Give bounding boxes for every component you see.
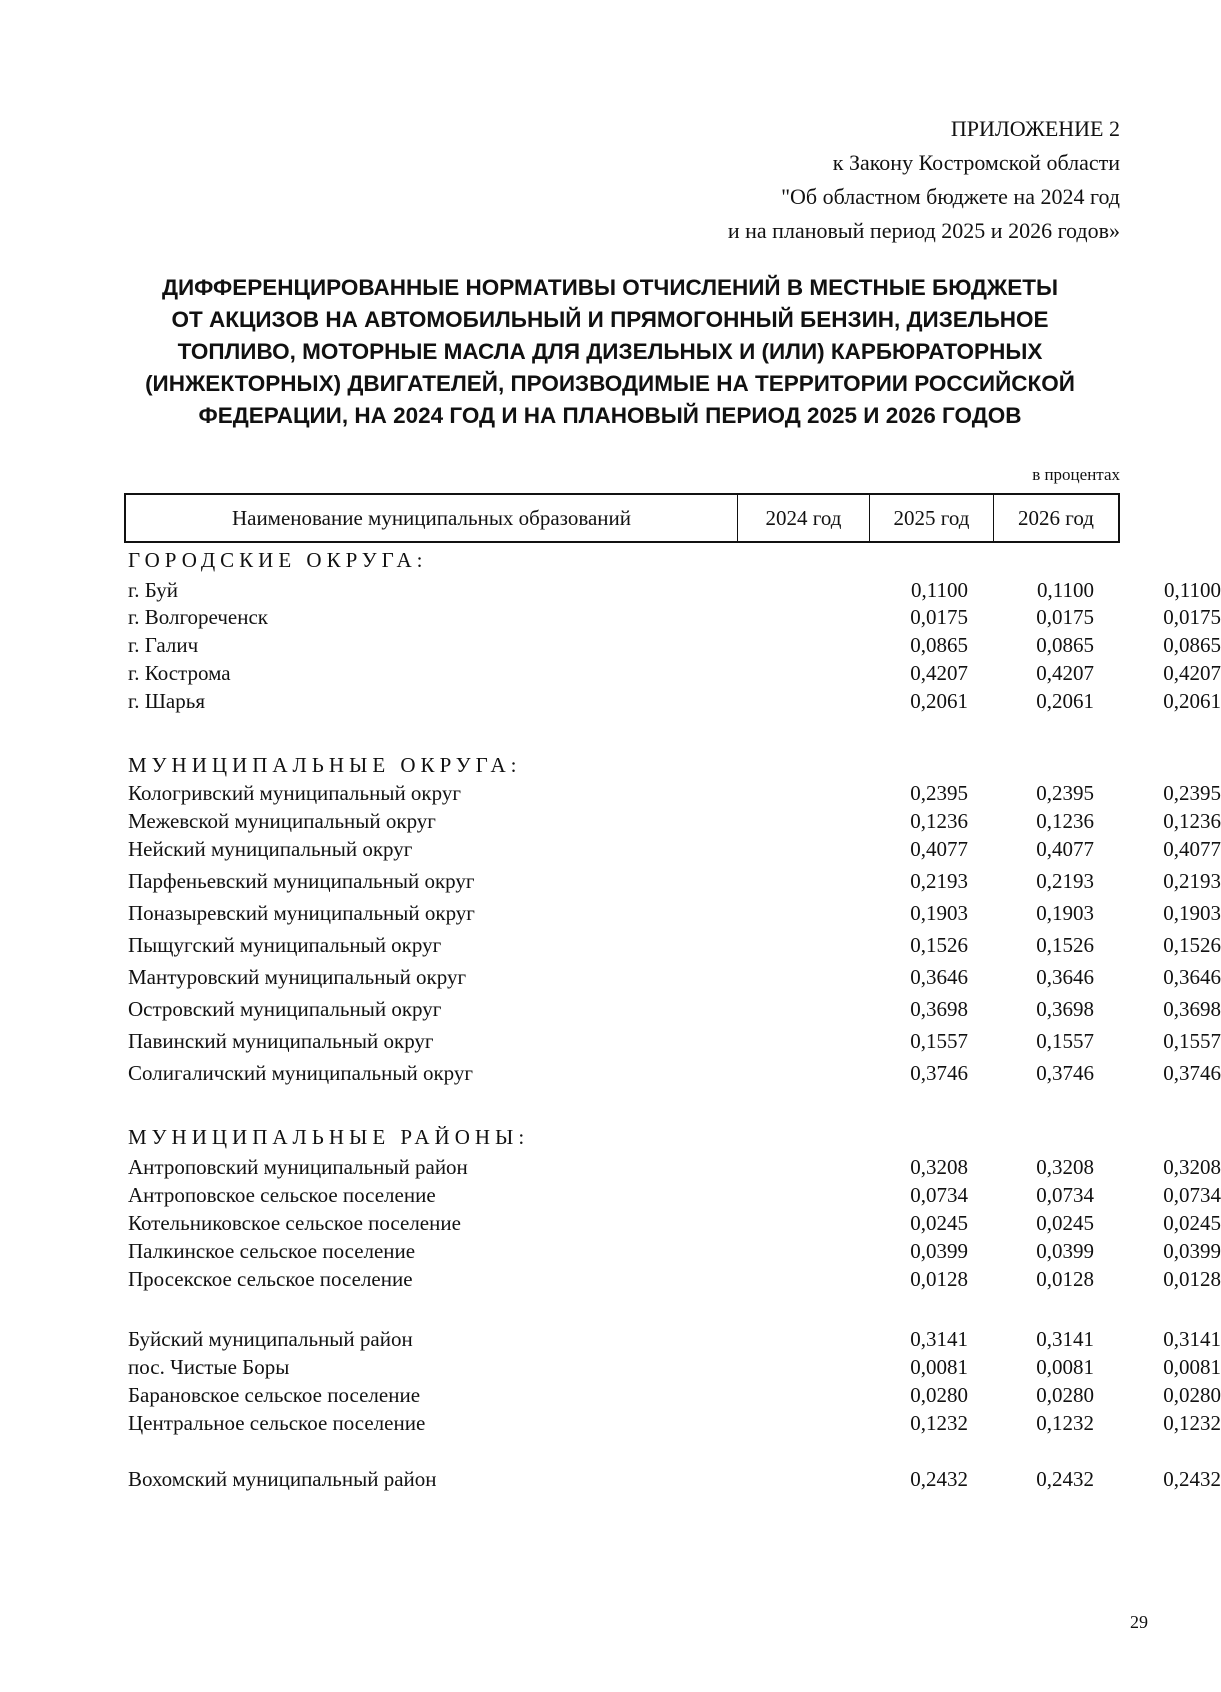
- table-row: [128, 1208, 1221, 1238]
- value-2026: 0,0399: [1163, 1238, 1221, 1263]
- table-row: [128, 806, 1221, 836]
- title-line: ФЕДЕРАЦИИ, НА 2024 ГОД И НА ПЛАНОВЫЙ ПЕРИОД 2025 И 2026 ГОДОВ: [198, 403, 1022, 428]
- appendix-law-title: "Об областном бюджете на 2024 год: [781, 184, 1120, 209]
- value-2025: 0,2395: [1036, 780, 1094, 805]
- table-row: [128, 1408, 1221, 1438]
- header-name: Наименование муниципальных образований: [126, 495, 738, 541]
- value-2024: 0,3646: [910, 964, 968, 989]
- municipality-name: Пыщугский муниципальный округ: [128, 932, 442, 957]
- value-2025: 0,0280: [1036, 1382, 1094, 1407]
- value-2026: 0,3646: [1163, 964, 1221, 989]
- appendix-law-period: и на плановый период 2025 и 2026 годов»: [727, 218, 1120, 243]
- table-row: [128, 658, 1221, 688]
- value-2024: 0,0128: [910, 1266, 968, 1291]
- value-2024: 0,0734: [910, 1182, 968, 1207]
- value-2026: 0,0175: [1163, 604, 1221, 629]
- value-2024: 0,3141: [910, 1326, 968, 1351]
- municipality-name: Кологривский муниципальный округ: [128, 780, 461, 805]
- value-2025: 0,0081: [1036, 1354, 1094, 1379]
- title-line: (ИНЖЕКТОРНЫХ) ДВИГАТЕЛЕЙ, ПРОИЗВОДИМЫЕ НА ТЕРРИТОРИИ РОССИЙСКОЙ: [145, 371, 1075, 396]
- table-row: [128, 1324, 1221, 1354]
- value-2026: 0,0081: [1163, 1354, 1221, 1379]
- municipality-name: пос. Чистые Боры: [128, 1354, 290, 1379]
- header-2024: 2024 год: [738, 495, 870, 541]
- value-2024: 0,0175: [910, 604, 968, 629]
- value-2024: 0,2395: [910, 780, 968, 805]
- value-2024: 0,3746: [910, 1060, 968, 1085]
- municipality-name: г. Галич: [128, 632, 199, 657]
- value-2025: 0,0734: [1036, 1182, 1094, 1207]
- table-row: [128, 1264, 1221, 1294]
- value-2024: 0,0081: [910, 1354, 968, 1379]
- municipality-name: Нейский муниципальный округ: [128, 836, 413, 861]
- municipality-name: Солигаличский муниципальный округ: [128, 1060, 474, 1085]
- document-title: [110, 272, 1110, 432]
- municipality-name: Межевской муниципальный округ: [128, 808, 436, 833]
- value-2026: 0,0128: [1163, 1266, 1221, 1291]
- table-row: [128, 1236, 1221, 1266]
- value-2024: 0,1903: [910, 900, 968, 925]
- appendix-law-ref: к Закону Костромской области: [832, 150, 1120, 175]
- section-heading-row: [128, 750, 1120, 780]
- value-2024: 0,0280: [910, 1382, 968, 1407]
- value-2026: 0,0865: [1163, 632, 1221, 657]
- table-row: [128, 602, 1221, 632]
- value-2025: 0,4207: [1036, 660, 1094, 685]
- value-2025: 0,1236: [1036, 808, 1094, 833]
- value-2025: 0,0865: [1036, 632, 1094, 657]
- header-2026: 2026 год: [1018, 505, 1094, 530]
- value-2025: 0,3208: [1036, 1154, 1094, 1179]
- value-2026: 0,0245: [1163, 1210, 1221, 1235]
- value-2026: 0,3698: [1163, 996, 1221, 1021]
- table-row: [128, 962, 1221, 992]
- section-heading: МУНИЦИПАЛЬНЫЕ ОКРУГА:: [128, 752, 522, 777]
- value-2026: 0,0280: [1163, 1382, 1221, 1407]
- value-2026: 0,2432: [1163, 1466, 1221, 1491]
- appendix-label: ПРИЛОЖЕНИЕ 2: [950, 116, 1120, 141]
- value-2024: 0,1557: [910, 1028, 968, 1053]
- value-2026: 0,3141: [1163, 1326, 1221, 1351]
- value-2025: 0,1526: [1036, 932, 1094, 957]
- value-2025: 0,2432: [1036, 1466, 1094, 1491]
- table-row: [128, 1152, 1221, 1182]
- value-2025: 0,1232: [1036, 1410, 1094, 1435]
- value-2025: 0,1557: [1036, 1028, 1094, 1053]
- table-row: [128, 778, 1221, 808]
- value-2024: 0,0399: [910, 1238, 968, 1263]
- value-2024: 0,4077: [910, 836, 968, 861]
- value-2025: 0,0175: [1036, 604, 1094, 629]
- table-row: [128, 1058, 1221, 1088]
- table-row: [128, 1380, 1221, 1410]
- table-row: [128, 1352, 1221, 1382]
- table-row: [128, 994, 1221, 1024]
- value-2025: 0,0128: [1036, 1266, 1094, 1291]
- municipality-name: Мантуровский муниципальный округ: [128, 964, 467, 989]
- table-row: [128, 1026, 1221, 1056]
- value-2026: 0,2061: [1163, 688, 1221, 713]
- municipality-name: Вохомский муниципальный район: [128, 1466, 437, 1491]
- value-2024: 0,2432: [910, 1466, 968, 1491]
- appendix-heading: [728, 112, 1120, 248]
- municipality-name: г. Волгореченск: [128, 604, 268, 629]
- value-2026: 0,1232: [1163, 1410, 1221, 1435]
- value-2025: 0,3746: [1036, 1060, 1094, 1085]
- municipality-name: Барановское сельское поселение: [128, 1382, 421, 1407]
- value-2026: 0,2395: [1163, 780, 1221, 805]
- section-heading: МУНИЦИПАЛЬНЫЕ РАЙОНЫ:: [128, 1124, 530, 1149]
- value-2026: 0,1557: [1163, 1028, 1221, 1053]
- value-2024: 0,1232: [910, 1410, 968, 1435]
- municipality-name: Котельниковское сельское поселение: [128, 1210, 461, 1235]
- value-2026: 0,4077: [1163, 836, 1221, 861]
- title-line: ОТ АКЦИЗОВ НА АВТОМОБИЛЬНЫЙ И ПРЯМОГОННЫЙ БЕНЗИН, ДИЗЕЛЬНОЕ: [171, 307, 1049, 332]
- value-2026: 0,1236: [1163, 808, 1221, 833]
- value-2024: 0,1100: [911, 577, 968, 602]
- municipality-name: Антроповский муниципальный район: [128, 1154, 468, 1179]
- value-2024: 0,2061: [910, 688, 968, 713]
- table-row: [128, 686, 1221, 716]
- title-line: ТОПЛИВО, МОТОРНЫЕ МАСЛА ДЛЯ ДИЗЕЛЬНЫХ И (ИЛИ) КАРБЮРАТОРНЫХ: [177, 339, 1043, 364]
- section-heading-row: [128, 1122, 1120, 1152]
- value-2024: 0,3698: [910, 996, 968, 1021]
- table-row: [128, 834, 1221, 864]
- units-label: в процентах: [1032, 465, 1120, 484]
- value-2024: 0,2193: [910, 868, 968, 893]
- value-2025: 0,4077: [1036, 836, 1094, 861]
- value-2025: 0,0399: [1036, 1238, 1094, 1263]
- municipality-name: г. Шарья: [128, 688, 205, 713]
- section-heading: ГОРОДСКИЕ ОКРУГА:: [128, 547, 428, 572]
- table-header: [124, 493, 1120, 543]
- municipality-name: Парфеньевский муниципальный округ: [128, 868, 475, 893]
- value-2024: 0,0865: [910, 632, 968, 657]
- value-2024: 0,0245: [910, 1210, 968, 1235]
- value-2024: 0,4207: [910, 660, 968, 685]
- value-2025: 0,1903: [1036, 900, 1094, 925]
- municipality-name: Поназыревский муниципальный округ: [128, 900, 475, 925]
- value-2024: 0,1236: [910, 808, 968, 833]
- page-number: 29: [1130, 1612, 1148, 1632]
- table-row: [128, 1464, 1221, 1494]
- value-2025: 0,3141: [1036, 1326, 1094, 1351]
- municipality-name: Антроповское сельское поселение: [128, 1182, 436, 1207]
- title-line: ДИФФЕРЕНЦИРОВАННЫЕ НОРМАТИВЫ ОТЧИСЛЕНИЙ В МЕСТНЫЕ БЮДЖЕТЫ: [161, 275, 1059, 300]
- value-2024: 0,3208: [910, 1154, 968, 1179]
- value-2025: 0,3646: [1036, 964, 1094, 989]
- value-2025: 0,3698: [1036, 996, 1094, 1021]
- municipality-name: г. Буй: [128, 577, 179, 602]
- value-2024: 0,1526: [910, 932, 968, 957]
- value-2026: 0,0734: [1163, 1182, 1221, 1207]
- municipality-name: Островский муниципальный округ: [128, 996, 442, 1021]
- section-heading-row: [128, 545, 1120, 575]
- value-2026: 0,3746: [1163, 1060, 1221, 1085]
- table-row: [128, 898, 1221, 928]
- value-2026: 0,4207: [1163, 660, 1221, 685]
- value-2025: 0,2061: [1036, 688, 1094, 713]
- value-2026: 0,1526: [1163, 932, 1221, 957]
- table-row: [128, 1180, 1221, 1210]
- header-2025: 2025 год: [870, 495, 994, 541]
- table-row: [128, 630, 1221, 660]
- table-row: [128, 866, 1221, 896]
- municipality-name: Павинский муниципальный округ: [128, 1028, 434, 1053]
- value-2025: 0,1100: [1037, 577, 1094, 602]
- municipality-name: Палкинское сельское поселение: [128, 1238, 416, 1263]
- municipality-name: Центральное сельское поселение: [128, 1410, 426, 1435]
- municipality-name: Буйский муниципальный район: [128, 1326, 413, 1351]
- value-2025: 0,2193: [1036, 868, 1094, 893]
- value-2026: 0,3208: [1163, 1154, 1221, 1179]
- value-2026: 0,1100: [1164, 577, 1221, 602]
- table-row: [128, 575, 1221, 605]
- value-2026: 0,1903: [1163, 900, 1221, 925]
- value-2026: 0,2193: [1163, 868, 1221, 893]
- municipality-name: г. Кострома: [128, 660, 231, 685]
- table-row: [128, 930, 1221, 960]
- value-2025: 0,0245: [1036, 1210, 1094, 1235]
- municipality-name: Просекское сельское поселение: [128, 1266, 413, 1291]
